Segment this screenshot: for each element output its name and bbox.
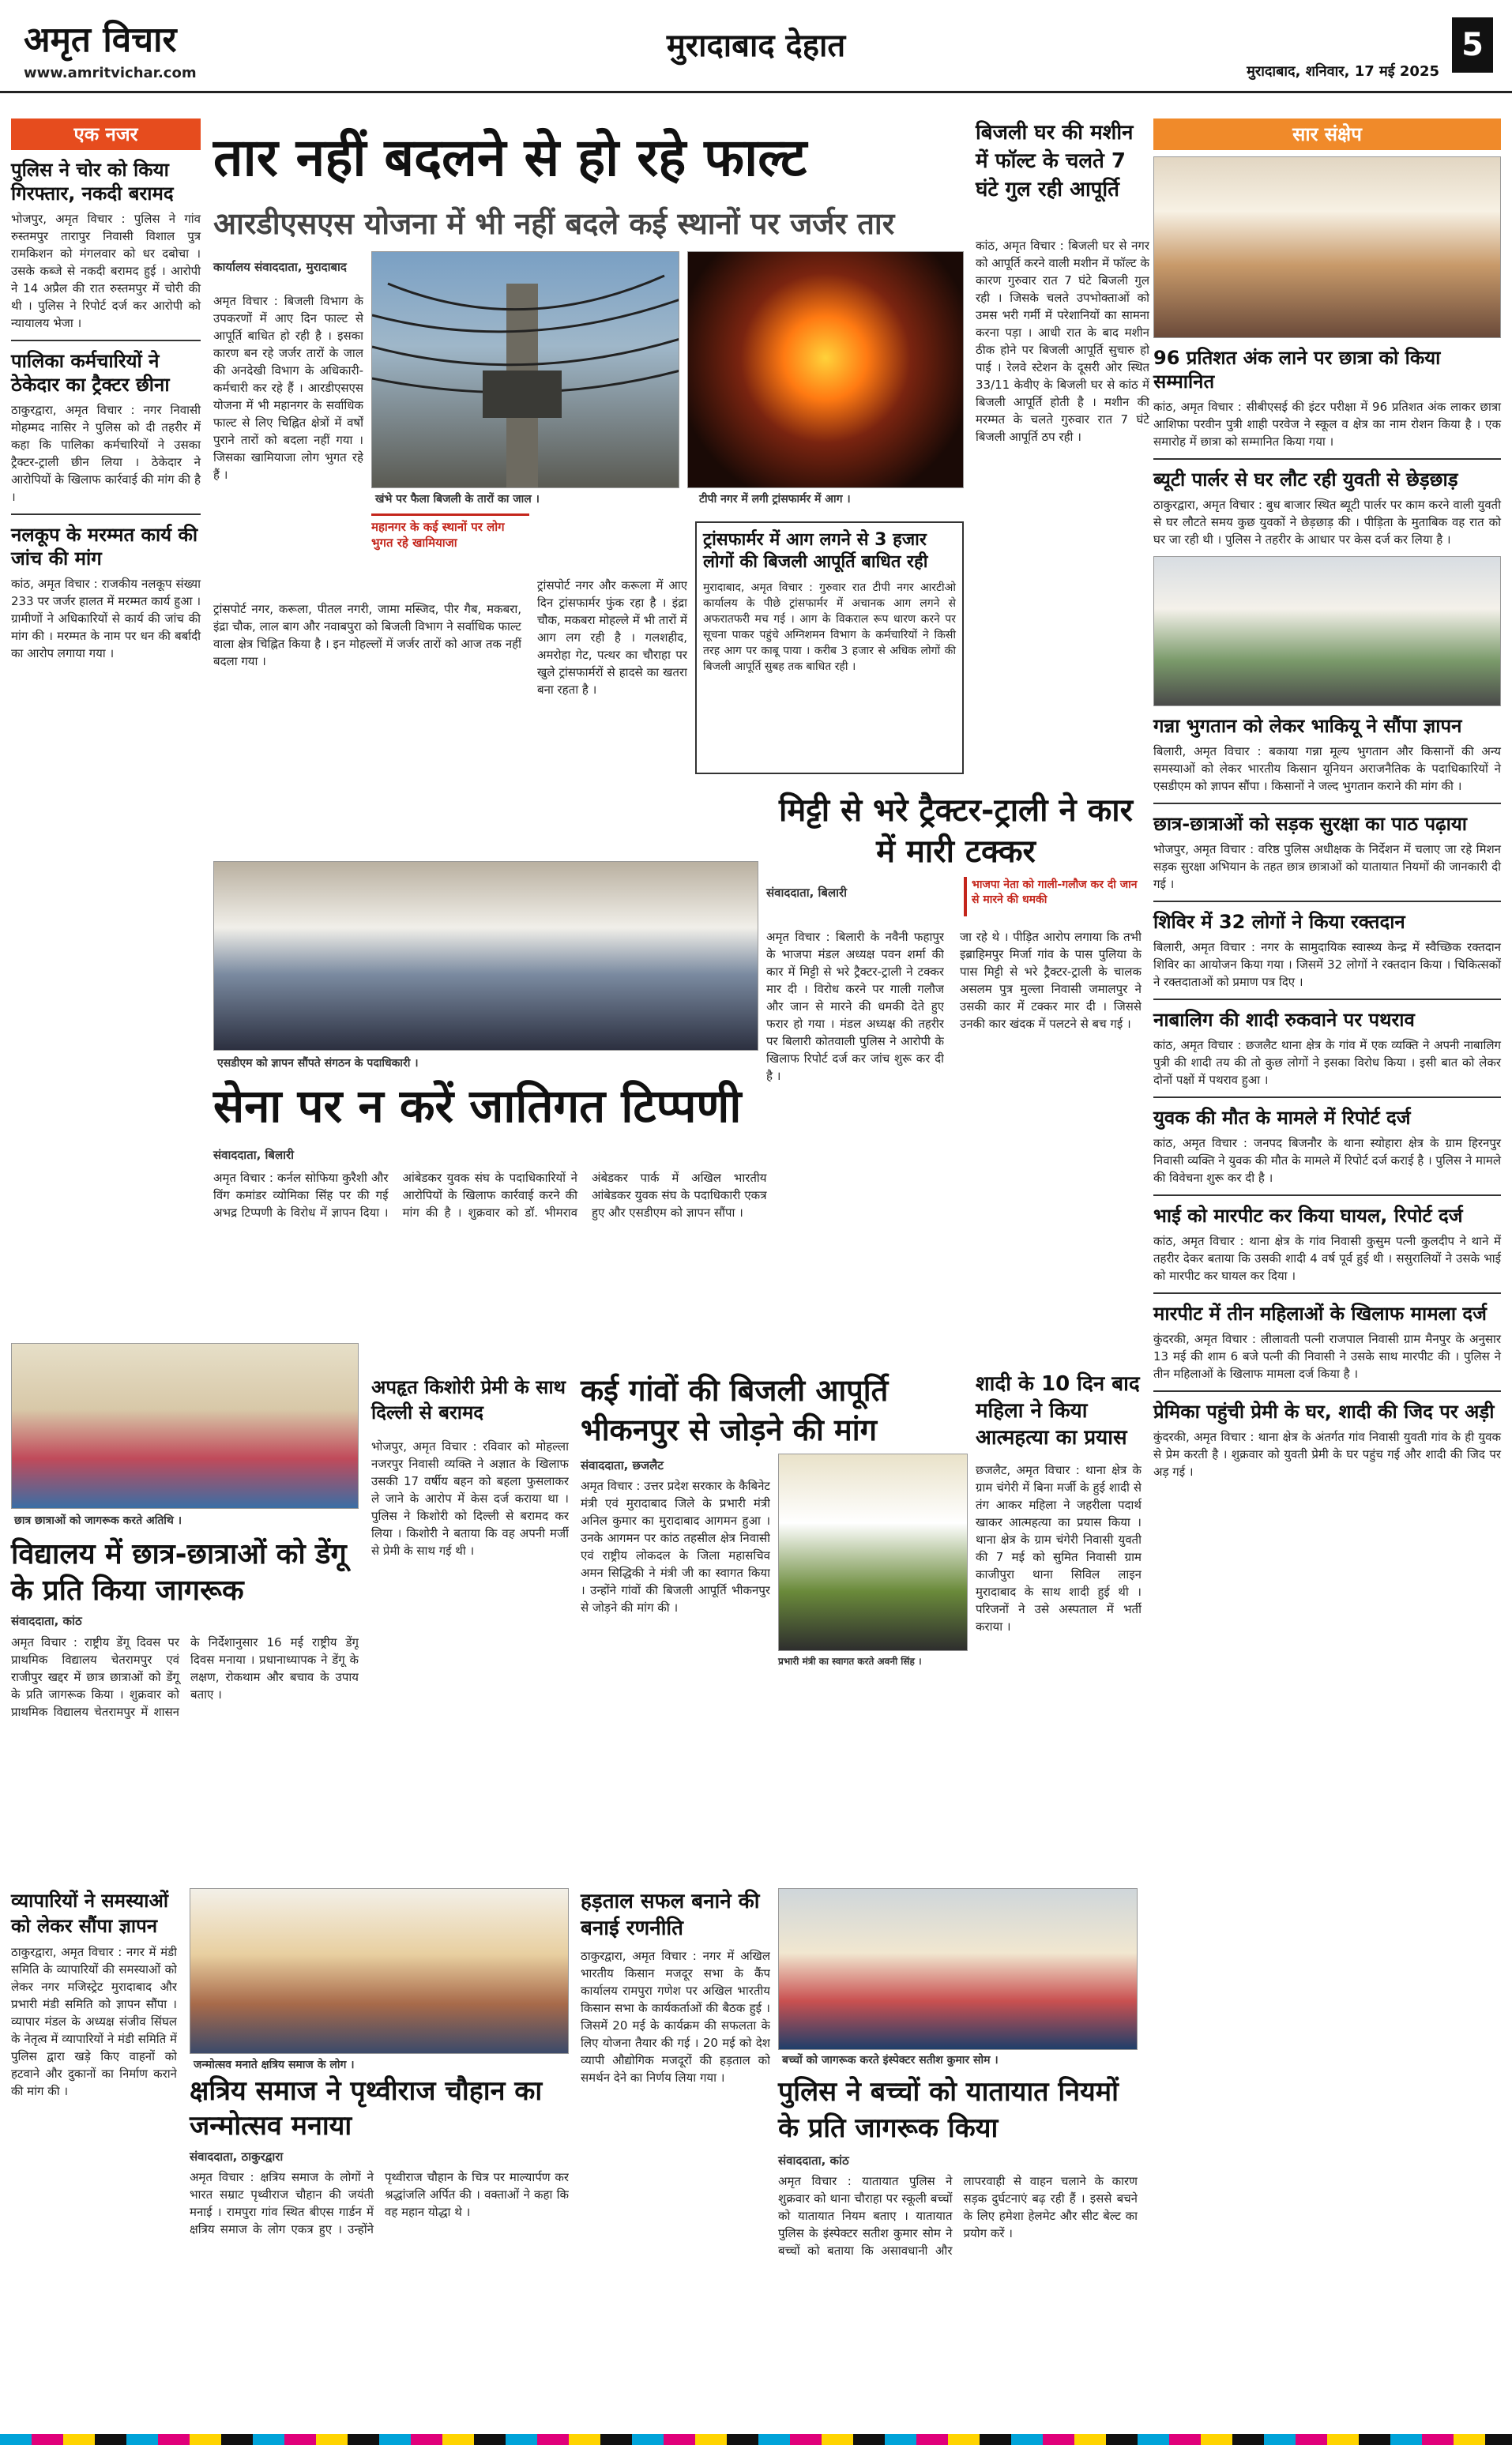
tractor-text-2: जा रहे थे । पीड़ित आरोप लगाया कि तभी इब्राहिमपुर मिर्जा गांव के पास पुलिया के पास मिट्टी से भरे ट्रैक्टर-ट्राली के चालक असलम पुत्र मुल्ला निवासी जमालपुर ने उसकी कार में टक्कर मार दी । जिससे उनकी कार खंदक में पलटने से बच गई । <box>960 930 1142 1031</box>
divider <box>1153 999 1501 1000</box>
bijli-headline: कई गांवों की बिजली आपूर्ति भीकनपुर से जोड़ने की मांग <box>581 1373 889 1447</box>
website-url: www.amritvichar.com <box>24 65 197 81</box>
tractor-sidebar: भाजपा नेता को गाली-गलौज कर दी जान से मारने की धमकी <box>964 877 1142 916</box>
brief-headline: छात्र-छात्राओं को सड़क सुरक्षा का पाठ पढ़ाया <box>1153 813 1467 835</box>
memorandum-photo-caption: एसडीएम को ज्ञापन सौंपते संगठन के पदाधिकारी । <box>217 1057 419 1070</box>
brief-text: भोजपुर, अमृत विचार : पुलिस ने गांव रुस्तमपुर तारापुर निवासी विशाल पुत्र रामकिशन को मंगलवार को धर दबोचा । उसके कब्जे से नकदी बरामद हुई । आरोपी ने 14 अप्रैल की रात रुस्तमपुर में चोरी की थी । पुलिस ने रिपोर्ट दर्ज कर आरोपी को न्यायालय भेजा । <box>11 212 201 330</box>
newspaper-logo: अमृत विचार <box>24 20 177 60</box>
divider <box>1153 1194 1501 1196</box>
machine-headline: बिजली घर की मशीन में फॉल्ट के चलते 7 घंटे गुल रही आपूर्ति <box>976 121 1134 201</box>
tractor-text: अमृत विचार : बिलारी के नवैनी फहापुर के भाजपा मंडल अध्यक्ष पवन शर्मा की कार में मिट्टी से भरे ट्रैक्टर-ट्राली ने टक्कर मार दी । विरोध करने पर गाली गलौज और जान से मारने की धमकी देते हुए फरार हो गया । मंडल अध्यक्ष की तहरीर पर बिलारी कोतवाली पुलिस ने आरोपी के खिलाफ रिपोर्ट दर्ज कर जांच शुरू कर दी है । <box>766 930 944 1083</box>
minister-photo <box>778 1454 968 1651</box>
left-column <box>11 118 201 1335</box>
brief-text: कांठ, अमृत विचार : जनपद बिजनौर के थाना स्योहारा क्षेत्र के ग्राम हिरनपुर निवासी व्यक्ति ने युवक की मौत के मामले में रिपोर्ट दर्ज कराई है । पुलिस ने मामले की विवेचना शुरू कर दी है । <box>1153 1136 1501 1185</box>
kidnap-headline: अपहृत किशोरी प्रेमी के साथ दिल्ली से बरामद <box>371 1376 566 1424</box>
transformer-text: मुरादाबाद, अमृत विचार : गुरुवार रात टीपी नगर आरटीओ कार्यालय के पीछे ट्रांसफार्मर में अचानक आग लगने से अफरातफरी मच गई । आग के विकराल रूप धारण करने पर सूचना पाकर पहुंचे अग्निशमन विभाग के कर्मचारियों ने किसी तरह आग पर काबू पाया । करीब 3 हजार से अधिक लोगों की बिजली आपूर्ति सुबह तक बाधित रही । <box>703 581 956 673</box>
dateline: मुरादाबाद, शनिवार, 17 मई 2025 <box>1247 63 1439 80</box>
brief-text: कांठ, अमृत विचार : थाना क्षेत्र के गांव निवासी कुसुम पत्नी कुलदीप ने थाने में तहरीर देकर बताया कि उसकी शादी 4 वर्ष पूर्व हुई थी । ससुरालियों ने उसके भाई को मारपीट कर घायल कर दिया । <box>1153 1234 1501 1283</box>
masthead <box>0 0 1512 93</box>
samaj-photo <box>190 1888 569 2054</box>
traffic-awareness-photo <box>778 1888 1138 2050</box>
brief-text: कांठ, अमृत विचार : राजकीय नलकूप संख्या 233 पर जर्जर हालत में मरम्मत कार्य हुआ । ग्रामीणों ने अधिकारियों से कार्य की जांच की मांग की । मरम्मत के नाम पर धन की बर्बादी का आरोप लगाया गया । <box>11 577 201 660</box>
lead-text-col-3: ट्रांसपोर्ट नगर और करूला में आए दिन ट्रांसफार्मर फुंक रहा है । इंद्रा चौक, मकबरा मोहल्ले में भी तारों में आग लग रही है । गलशहीद, अमरोहा गेट, पत्थर का चौराहा पर खुले ट्रांसफार्मरों से हादसे का खतरा बना रहता है । <box>537 578 687 697</box>
lead-photo-fire <box>687 251 964 488</box>
vyapari-text: ठाकुरद्वारा, अमृत विचार : नगर में मंडी समिति के व्यापारियों की समस्याओं को लेकर नगर मजिस्ट्रेट मुरादाबाद और प्रभारी मंडी समिति को ज्ञापन सौंपा । व्यापार मंडल के अध्यक्ष संजीव सिंघल के नेतृत्व में व्यापारियों ने मंडी समिति में पुलिस द्वारा खड़े किए वाहनों को हटवाने और दुकानों का निर्माण कराने की मांग की । <box>11 1945 177 2098</box>
yatayat-byline: संवाददाता, कांठ <box>778 2153 849 2168</box>
brief-headline: 96 प्रतिशत अंक लाने पर छात्रा को किया सम्मानित <box>1153 347 1441 393</box>
brief-headline: पुलिस ने चोर को किया गिरफ्तार, नकदी बरामद <box>11 159 174 205</box>
brief-headline: नलकूप के मरम्मत कार्य की जांच की मांग <box>11 524 198 570</box>
brief-headline: युवक की मौत के मामले में रिपोर्ट दर्ज <box>1153 1107 1411 1129</box>
traffic-photo-caption: बच्चों को जागरूक करते इंस्पेक्टर सतीश कुमार सोम । <box>782 2054 999 2067</box>
sena-byline: संवाददाता, बिलारी <box>213 1148 295 1162</box>
divider <box>1153 458 1501 460</box>
brief-text: ठाकुरद्वारा, अमृत विचार : नगर निवासी मोहम्मद नासिर ने पुलिस को दी तहरीर में कहा कि पालिका कर्मचारियों ने उसका ट्रैक्टर-ट्राली छीन लिया । ठेकेदार ने आरोपियों के खिलाफ कार्रवाई की मांग की है । <box>11 403 201 504</box>
felicitation-photo <box>1153 156 1501 338</box>
hadtal-text: ठाकुरद्वारा, अमृत विचार : नगर में अखिल भारतीय किसान मजदूर सभा के कैंप कार्यालय रामपुरा गणेश पर अखिल भारतीय किसान सभा के कार्यकर्ताओं की बैठक हुई । जिसमें 20 मई के कार्यक्रम की सफलता के लिए योजना तैयार की गई । 20 मई को देश व्यापी औद्योगिक मजदूरों की हड़ताल को समर्थन देने का निर्णय लिया गया । <box>581 1949 770 2085</box>
dengue-headline: विद्यालय में छात्र-छात्राओं को डेंगू के प्रति किया जागरूक <box>11 1538 347 1607</box>
brief-headline: नाबालिग की शादी रुकवाने पर पथराव <box>1153 1009 1415 1031</box>
brief-item <box>11 349 201 506</box>
brief-text: बिलारी, अमृत विचार : नगर के सामुदायिक स्वास्थ्य केन्द्र में स्वैच्छिक रक्तदान शिविर का आयोजन किया गया । जिसमें 32 लोगों ने रक्तदान किया । चिकित्सकों ने रक्तदाताओं को प्रमाण पत्र दिए । <box>1153 940 1501 989</box>
samaj-photo-caption: जन्मोत्सव मनाते क्षत्रिय समाज के लोग । <box>194 2059 355 2071</box>
brief-item <box>11 523 201 662</box>
machine-text: कांठ, अमृत विचार : बिजली घर से नगर को आपूर्ति करने वाली मशीन में फॉल्ट के कारण गुरुवार रात 7 घंटे बिजली गुल रही । जिसके चलते उपभोक्ताओं को उमस भरी गर्मी में परेशानियों का सामना करना पड़ा । आधी रात के बाद मशीन ठीक होने पर बिजली आपूर्ति सुचारु हो पाई । रेलवे स्टेशन के दूसरी ओर स्थित 33/11 केवीए के बिजली घर से कांठ में बिजली आपूर्ति होती है । मशीन की मरम्मत के चलते गुरुवार रात 7 घंटे बिजली आपूर्ति ठप रही । <box>976 239 1149 444</box>
divider <box>1153 1390 1501 1392</box>
kidnap-text: भोजपुर, अमृत विचार : रविवार को मोहल्ला नजरपुर निवासी व्यक्ति ने अज्ञात के खिलाफ उसकी 17 वर्षीय बहन को बहला फुसलाकर ले जाने के आरोप में केस दर्ज कराया था । पुलिस ने किशोरी को दिल्ली से बरामद कर लिया । किशोरी ने बताया कि वह अपनी मर्जी से प्रेमी के साथ गई थी । <box>371 1439 569 1558</box>
classroom-photo <box>11 1343 359 1509</box>
brief-headline: भाई को मारपीट कर किया घायल, रिपोर्ट दर्ज <box>1153 1205 1463 1227</box>
brief-headline: मारपीट में तीन महिलाओं के खिलाफ मामला दर्ज <box>1153 1303 1487 1325</box>
kshatriya-text: अमृत विचार : क्षत्रिय समाज के लोगों ने भारत सम्राट पृथ्वीराज चौहान की जयंती मनाई । रामपुरा गांव स्थित बीएस गार्डन में क्षत्रिय समाज के लोग एकत्र हुए । उन्होंने पृथ्वीराज चौहान के चित्र पर माल्यार्पण कर श्रद्धांजलि अर्पित की । वक्ताओं ने कहा कि वह महान योद्धा थे । <box>190 2170 569 2236</box>
page-number: 5 <box>1452 17 1493 73</box>
bijli-byline: संवाददाता, छजलैट <box>581 1458 664 1473</box>
brief-text: कांठ, अमृत विचार : सीबीएसई की इंटर परीक्षा में 96 प्रतिशत अंक लाकर छात्रा आशिफा परवीन पुत्री शाही परवेज ने स्कूल व क्षेत्र का नाम रोशन किया है । एक समारोह में छात्रा को सम्मानित किया गया । <box>1153 400 1501 449</box>
wires-illustration <box>372 252 679 488</box>
fire-photo-caption: टीपी नगर में लगी ट्रांसफार्मर में आग । <box>699 493 851 506</box>
right-column <box>1153 118 1501 2417</box>
shadi-headline: शादी के 10 दिन बाद महिला ने किया आत्महत्या का प्रयास <box>976 1372 1140 1450</box>
sena-text: अमृत विचार : कर्नल सोफिया कुरैशी और विंग कमांडर व्योमिका सिंह पर की गई अभद्र टिप्पणी के विरोध में ज्ञापन दिया । आंबेडकर युवक संघ के पदाधिकारियों ने आरोपियों के खिलाफ कार्रवाई करने की मांग की है । शुक्रवार को डॉ. भीमराव अंबेडकर पार्क में अखिल भारतीय आंबेडकर युवक संघ के पदाधिकारी एकत्र हुए और एसडीएम को ज्ञापन सौंपा । <box>213 1171 767 1220</box>
minister-photo-caption: प्रभारी मंत्री का स्वागत करते अवनी सिंह । <box>778 1656 922 1667</box>
tractor-headline: मिट्टी से भरे ट्रैक्टर-ट्राली ने कार में मारी टक्कर <box>778 792 1134 870</box>
yatayat-text: अमृत विचार : यातायात पुलिस ने शुक्रवार को थाना चौराहा पर स्कूली बच्चों को यातायात नियम बताए । यातायात पुलिस के इंस्पेक्टर सतीश कुमार सोम ने बच्चों को बताया कि असावधानी और लापरवाही से वाहन चलाने के कारण सड़क दुर्घटनाएं बढ़ रही हैं । इससे बचने के लिए हमेशा हेलमेट और सीट बेल्ट का प्रयोग करें । <box>778 2174 1138 2258</box>
shadi-text: छजलैट, अमृत विचार : थाना क्षेत्र के ग्राम चंगेरी में बिना मर्जी के हुई शादी से तंग आकर महिला ने जहरीला पदार्थ खाकर आत्महत्या का प्रयास किया । थाना क्षेत्र के ग्राम चंगेरी निवासी युवती की 7 मई को सुमित निवासी ग्राम काजीपुरा थाना सिविल लाइन मुरादाबाद के साथ शादी हुई थी । परिजनों ने उसे अस्पताल में भर्ती कराया । <box>976 1463 1142 1634</box>
brief-item <box>11 158 201 332</box>
vyapari-headline: व्यापारियों ने समस्याओं को लेकर सौंपा ज्ञापन <box>11 1890 168 1937</box>
brief-text: कांठ, अमृत विचार : छजलैट थाना क्षेत्र के गांव में एक व्यक्ति ने अपनी नाबालिग पुत्री की शादी तय की तो कुछ लोगों ने इसका विरोध किया । इसी बात को लेकर दोनों पक्षों में पथराव हुआ । <box>1153 1038 1501 1087</box>
bijli-text: अमृत विचार : उत्तर प्रदेश सरकार के कैबिनेट मंत्री एवं मुरादाबाद जिले के प्रभारी मंत्री अनिल कुमार का मुरादाबाद आगमन हुआ । उनके आगमन पर कांठ तहसील क्षेत्र निवासी एवं राष्ट्रीय लोकदल के जिला महासचिव अमन सिद्धिकी ने मंत्री जी का स्वागत किया । उन्होंने गांवों की बिजली आपूर्ति भीकनपुर से जोड़ने की मांग की । <box>581 1479 770 1615</box>
tractor-byline: संवाददाता, बिलारी <box>766 886 848 900</box>
divider <box>11 340 201 341</box>
classroom-photo-caption: छात्र छात्राओं को जागरूक करते अतिथि । <box>14 1514 182 1527</box>
section-title: मुरादाबाद देहात <box>666 28 846 64</box>
lead-headline: तार नहीं बदलने से हो रहे फाल्ट <box>213 127 807 188</box>
color-registration-stripe <box>0 2434 1512 2445</box>
dengue-byline: संवाददाता, कांठ <box>11 1614 82 1628</box>
divider <box>1153 901 1501 902</box>
hadtal-headline: हड़ताल सफल बनाने की बनाई रणनीति <box>581 1890 760 1940</box>
lead-quote-head: महानगर के कई स्थानों पर लोग भुगत रहे खामियाजा <box>371 520 505 550</box>
transformer-headline: ट्रांसफार्मर में आग लगने से 3 हजार लोगों की बिजली आपूर्ति बाधित रही <box>703 530 928 572</box>
brief-headline: प्रेमिका पहुंची प्रेमी के घर, शादी की जिद पर अड़ी <box>1153 1401 1495 1423</box>
brief-headline: गन्ना भुगतान को लेकर भाकियू ने सौंपा ज्ञापन <box>1153 715 1462 737</box>
right-column-label: सार संक्षेप <box>1153 118 1501 150</box>
yatayat-headline: पुलिस ने बच्चों को यातायात नियमों के प्रति जागरूक किया <box>778 2076 1119 2144</box>
brief-text: कुंदरकी, अमृत विचार : लीलावती पत्नी राजपाल निवासी ग्राम मैनपुर के अनुसार 13 मई की शाम 6 बजे पत्नी की निवासी ने उसके साथ मारपीट की । पुलिस ने तीन महिलाओं के खिलाफ मामला दर्ज किया है । <box>1153 1332 1501 1381</box>
brief-text: ठाकुरद्वारा, अमृत विचार : बुध बाजार स्थित ब्यूटी पार्लर पर काम करने वाली युवती से घर लौटते समय कुछ युवकों ने छेड़छाड़ की । पीड़िता के मुताबिक वह रात को घर जा रही थी । पुलिस ने तहरीर के आधार पर केस दर्ज कर लिया है । <box>1153 498 1501 547</box>
brief-headline: ब्यूटी पार्लर से घर लौट रही युवती से छेड़छाड़ <box>1153 468 1458 491</box>
transformer-box <box>695 521 964 774</box>
divider <box>1153 1096 1501 1098</box>
lead-text-col-2: ट्रांसपोर्ट नगर, करूला, पीतल नगरी, जामा मस्जिद, पीर गैब, मकबरा, इंद्रा चौक, लाल बाग और नवाबपुरा को बिजली विभाग ने सर्वाधिक फाल्ट वाला क्षेत्र चिह्नित किया है । इन मोहल्लों में जर्जर तारों को आज तक नहीं बदला गया । <box>213 602 521 668</box>
sena-headline: सेना पर न करें जातिगत टिप्पणी <box>213 1079 742 1133</box>
lead-subhead: आरडीएसएस योजना में भी नहीं बदले कई स्थानों पर जर्जर तार <box>213 206 895 241</box>
brief-text: भोजपुर, अमृत विचार : वरिष्ठ पुलिस अधीक्षक के निर्देशन में चलाए जा रहे मिशन सड़क सुरक्षा अभियान के तहत छात्र छात्राओं को यातायात नियमों की जानकारी दी गई । <box>1153 842 1501 891</box>
brief-headline: पालिका कर्मचारियों ने ठेकेदार का ट्रैक्टर छीना <box>11 350 170 396</box>
lead-byline: कार्यालय संवाददाता, मुरादाबाद <box>213 260 347 274</box>
dengue-text: अमृत विचार : राष्ट्रीय डेंगू दिवस पर प्राथमिक विद्यालय चेतरामपुर एवं राजीपुर खद्दर में छात्र छात्राओं को डेंगू के प्रति जागरूक किया । शुक्रवार को प्राथमिक विद्यालय चेतरामपुर में शासन के निर्देशानुसार 16 मई राष्ट्रीय डेंगू दिवस मनाया । प्रधानाध्यापक ने डेंगू के लक्षण, रोकथाम और बचाव के उपाय बताए । <box>11 1635 359 1719</box>
farmers-photo <box>1153 556 1501 706</box>
left-column-label: एक नजर <box>11 118 201 150</box>
brief-headline: शिविर में 32 लोगों ने किया रक्तदान <box>1153 911 1405 933</box>
lead-quote-box <box>371 513 529 569</box>
kshatriya-byline: संवाददाता, ठाकुरद्वारा <box>190 2150 284 2164</box>
divider <box>1153 803 1501 804</box>
lead-text-col-1: अमृत विचार : बिजली विभाग के उपकरणों में आए दिन फाल्ट से आपूर्ति बाधित हो रही है । इसका कारण बन रहे जर्जर तारों के जाल की अनदेखी विभाग के अधिकारी-कर्मचारी कर रहे हैं । आरडीएसएस योजना में भी महानगर के सर्वाधिक फाल्ट से लिए चिह्नित क्षेत्रों में वर्षों पुराने तारों को बदला नहीं गया । जिसका खामियाजा लोग भुगत रहे हैं । <box>213 294 363 482</box>
brief-text: बिलारी, अमृत विचार : बकाया गन्ना मूल्य भुगतान और किसानों की अन्य समस्याओं को लेकर भारतीय किसान यूनियन अराजनैतिक के पदाधिकारियों ने एसडीएम को ज्ञापन सौंपा । किसानों ने जल्द भुगतान कराने की मांग की । <box>1153 744 1501 793</box>
lead-photo-caption: खंभे पर फैला बिजली के तारों का जाल । <box>375 493 540 506</box>
divider <box>11 513 201 515</box>
kshatriya-headline: क्षत्रिय समाज ने पृथ्वीराज चौहान का जन्मोत्सव मनाया <box>190 2075 543 2142</box>
lead-photo-wires <box>371 251 679 488</box>
brief-text: कुंदरकी, अमृत विचार : थाना क्षेत्र के अंतर्गत गांव निवासी युवती गांव के ही युवक से प्रेम करती है । शुक्रवार को युवती प्रेमी के घर पहुंच गई और शादी की जिद पर अड़ गई । <box>1153 1430 1501 1479</box>
divider <box>1153 1292 1501 1294</box>
memorandum-photo <box>213 861 758 1051</box>
